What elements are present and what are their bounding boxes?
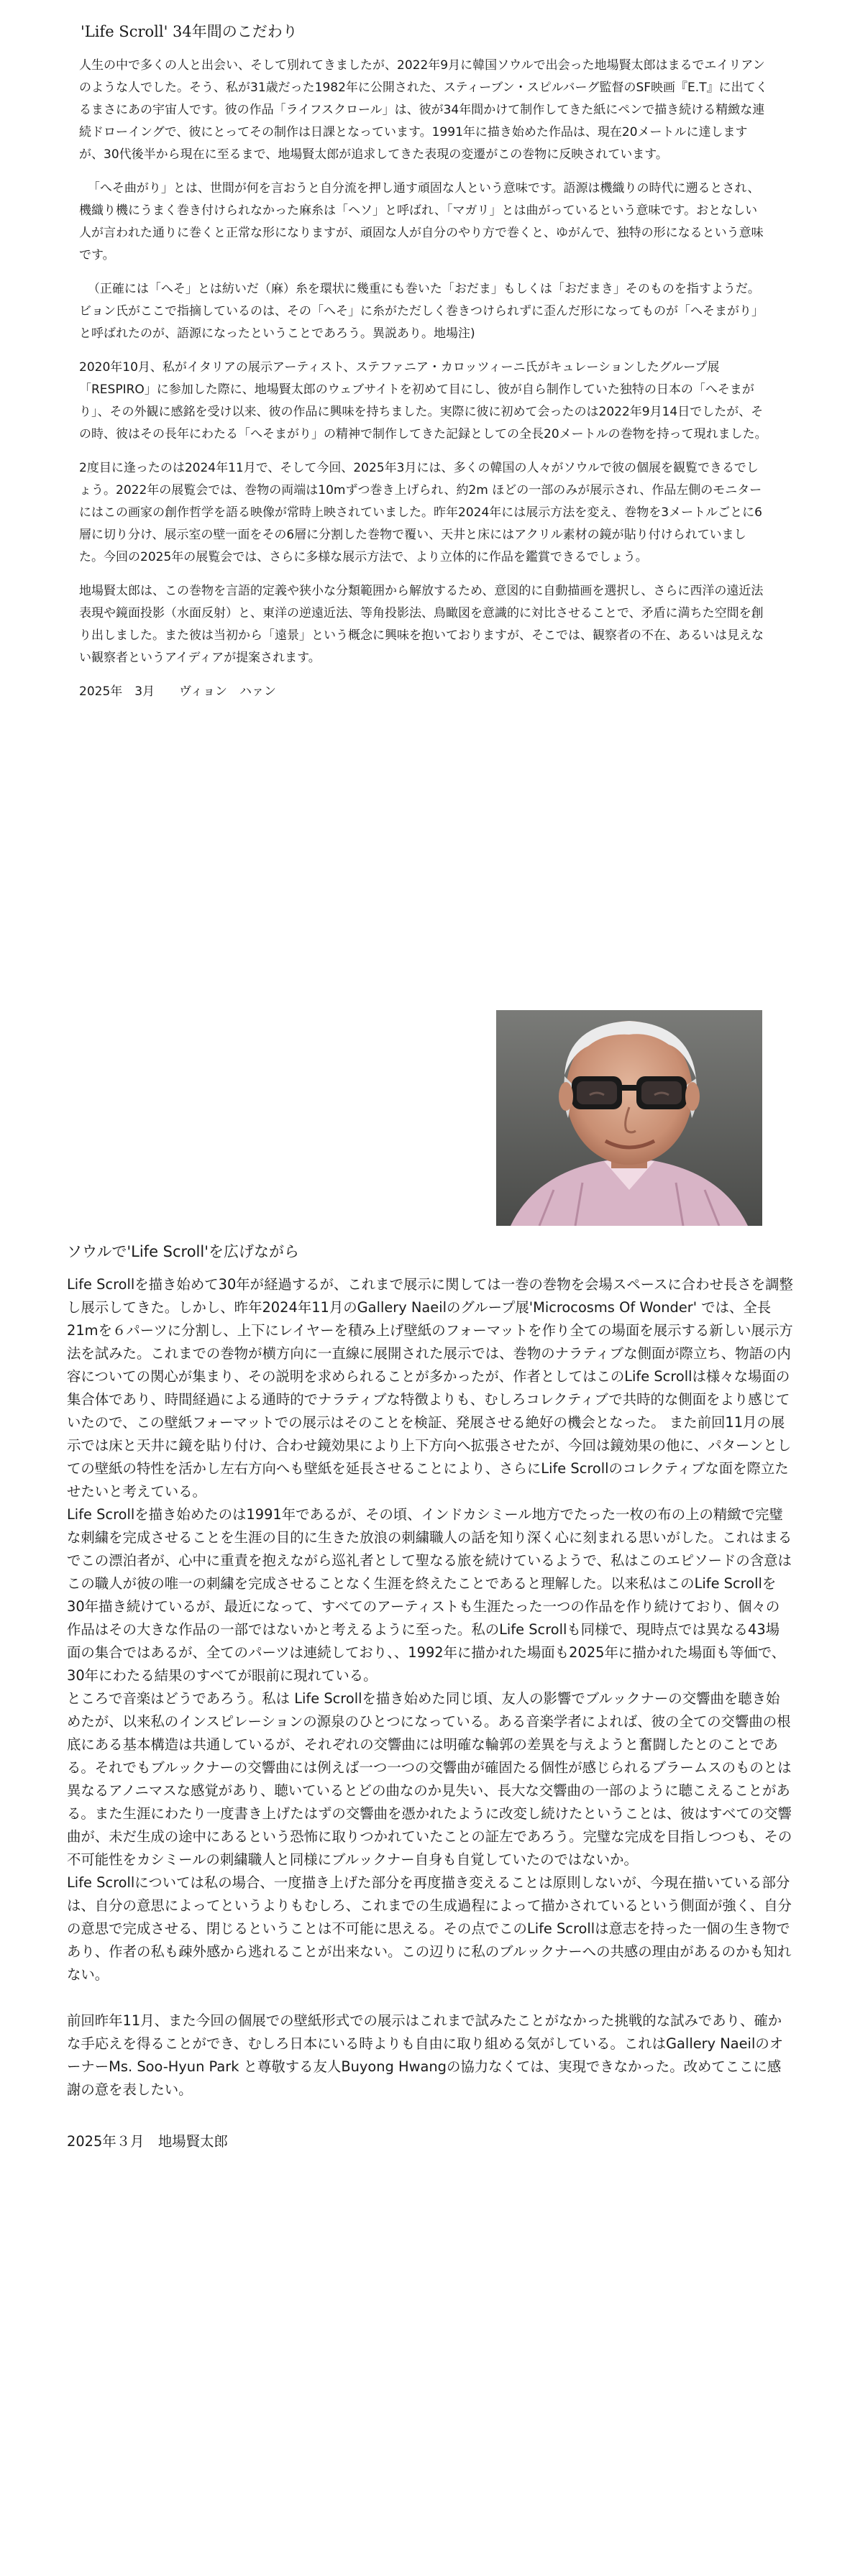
section-1-paragraph: 人生の中で多くの人と出会い、そして別れてきましたが、2022年9月に韓国ソウルで出会った地場賢太郎はまるでエイリアンのような人でした。そう、私が31歳だった1982年に公開された、スティーブン・スピルバーグ監督のSF映画『E.T』に出てくるまさにあの宇宙人です。彼の作品「ライフスクロール」は、彼が34年間かけて制作してきた紙にペンで描き続ける精緻な連続ドローイングで、彼にとってその制作は日課となっています。1991年に描き始めた作品は、現在20メートルに達しますが、30代後半から現在に至るまで、地場賢太郎が追求してきた表現の変遷がこの巻物に反映されています。 — [79, 58, 768, 162]
section-2-paragraph: Life Scrollを描き始めたのは1991年であるが、その頃、インドカシミール地方でたった一枚の布の上の精緻で完璧な刺繍を完成させることを生涯の目的に生きた放浪の刺繍職人の話を知り深く心に刻まれる思いがした。これはまるでこの漂泊者が、心中に重責を抱えながら巡礼者として聖なる旅を続けているようで、私はこのエピソードの含意はこの職人が彼の唯一の刺繍を完成させることなく生涯を終えたことであると理解した。以来私はこのLife Scrollを30年描き続けているが、最近になって、すべてのアーティストも生涯たった一つの作品を作り続けており、個々の作品はその大きな作品の一部ではないかと考えるように至った。私のLife Scrollも同様で、現時点では異なる43場面の集合ではあるが、全てのパーツは連続しており、、1992年に描かれた場面も2025年に描かれた場面も等価で、30年にわたる結果のすべてが眼前に現れている。 — [67, 1506, 792, 1684]
section-1-title: 'Life Scroll' 34年間のこだわり — [81, 23, 298, 40]
section-1-paragraph: （正確には「へそ」とは紡いだ（麻）糸を環状に幾重にも巻いた「おだま」もしくは「おだまき」そのものを指すようだ。ビョン氏がここで指摘しているのは、その「へそ」に糸がただしく巻きつけられずに歪んだ形になってものが「へそまがり」と呼ばれたのが、語源になったということであろう。異説あり。地場注) — [79, 282, 764, 341]
section-2-paragraph: Life Scrollを描き始めて30年が経過するが、これまで展示に関しては一巻の巻物を会場スペースに合わせ長さを調整し展示してきた。しかし、昨年2024年11月のGallery Naeilのグループ展'Microcosms Of Wonder' では、全長21mを６パーツに分割し、上下にレイヤーを積み上げ壁紙のフォーマットを作り全ての場面を展示する新しい展示方法を試みた。これまでの巻物が横方向に一直線に展開された展示では、巻物のナラティブな側面が際立ち、物語の内容についての関心が集まり、その説明を求められることが多かったが、作者としてはこのLife Scrollは様々な場面の集合体であり、時間経過による通時的でナラティブな特徴よりも、むしろコレクティブで共時的な側面をより感じていたので、この壁紙フォーマットでの展示はそのことを検証、発展させる絶好の機会となった。 また前回11月の展示では床と天井に鏡を貼り付け、合わせ鏡効果により上下方向へ拡張させたが、今回は鏡効果の他に、パターンとしての壁紙の特性を活かし左右方向へも壁紙を延長させることにより、さらにLife Scrollのコレクティブな面を際立たせたいと考えている。 — [67, 1276, 793, 1500]
section-2-paragraph: ところで音楽はどうであろう。私は Life Scrollを描き始めた同じ頃、友人の影響でブルックナーの交響曲を聴き始めたが、以来私のインスピレーションの源泉のひとつになっている。ある音楽学者によれば、彼の全ての交響曲の根底にある基本構造は共通しているが、それぞれの交響曲には明確な輪郭の差異を与えようと奮闘したとのことである。それでもブルックナーの交響曲には例えば一つ一つの交響曲が確固たる個性が感じられるブラームスのものとは異なるアノニマスな感覚があり、聴いているとどの曲なのか見失い、長大な交響曲の一部のように聴こえることがある。また生涯にわたり一度書き上げたはずの交響曲を憑かれたように改変し続けたということは、彼はすべての交響曲が、未だ生成の途中にあるという恐怖に取りつかれていたことの証左であろう。完璧な完成を目指しつつも、その不可能性をカシミールの刺繍職人と同様にブルックナー自身も自覚していたのではないか。 — [67, 1690, 792, 1868]
section-1-paragraph: 2度目に逢ったのは2024年11月で、そして今回、2025年3月には、多くの韓国の人々がソウルで彼の個展を観覧できるでしょう。2022年の展覧会では、巻物の両端は10mずつ巻き上げられ、約2m ほどの一部のみが展示され、作品左側のモニターにはこの画家の創作哲学を語る映像が常時上映されていました。昨年2024年には展示方法を変え、巻物を3メートルごとに6層に切り分け、展示室の壁一面をその6層に分割した巻物で覆い、天井と床にはアクリル素材の鏡が貼り付けられていました。今回の2025年の展覧会では、さらに多様な展示方法で、より立体的に作品を鑑賞できるでしょう。 — [79, 461, 762, 564]
section-1-paragraph: 2020年10月、私がイタリアの展示アーティスト、ステファニア・カロッツィーニ氏がキュレーションしたグループ展「RESPIRO」に参加した際に、地場賢太郎のウェブサイトを初めて目にし、彼が自ら制作していた独特の日本の「へそまがり」、その外観に感銘を受け以来、彼の作品に興味を持ちました。実際に彼に初めて会ったのは2022年9月14日でしたが、その時、彼はその長年にわたる「へそまがり」の精神で制作してきた記録としての全長20メートルの巻物を持って現れました。 — [79, 360, 767, 441]
essay-section-2 — [67, 1240, 793, 2153]
section-2-paragraph: 前回昨年11月、また今回の個展での壁紙形式での展示はこれまで試みたことがなかった挑戦的な試みであり、確かな手応えを得ることができ、むしろ日本にいる時よりも自由に取り組める気がしている。これはGallery NaeilのオーナーMs. Soo-Hyun Park と尊敬する友人Buyong Hwangの協力なくては、実現できなかった。改めてここに感謝の意を表したい。 — [67, 2012, 784, 2098]
spacer — [67, 1986, 793, 2009]
section-1-paragraph: 地場賢太郎は、この巻物を言語的定義や狭小な分類範囲から解放するため、意図的に自動描画を選択し、さらに西洋の遠近法表現や鏡面投影（水面反射）と、東洋の逆遠近法、等角投影法、鳥瞰図を意識的に対比させることで、矛盾に満ちた空間を創り出しました。また彼は当初から「遠景」という概念に興味を抱いておりますが、そこでは、観察者の不在、あるいは見えない観察者というアイディアが提案されます。 — [79, 584, 764, 665]
spacer — [67, 2101, 793, 2127]
portrait-photo — [496, 1010, 762, 1226]
section-2-paragraph: Life Scrollについては私の場合、一度描き上げた部分を再度描き変えることは原則しないが、今現在描いている部分は、自分の意思によってというよりもむしろ、これまでの生成過程によって描かされているという側面が強く、自分の意思で完成させる、閉じるということは不可能に思える。その点でこのLife Scrollは意志を持った一個の生き物であり、作者の私も疎外感から逃れることが出来ない。この辺りに私のブルックナーへの共感の理由があるのかも知れない。 — [67, 1874, 792, 1983]
essay-section-1 — [79, 13, 769, 715]
section-2-signoff: 2025年３月 地場賢太郎 — [67, 2133, 228, 2150]
section-2-title: ソウルで'Life Scroll'を広げながら — [67, 1243, 300, 1260]
section-1-paragraph: 「へそ曲がり」とは、世間が何を言おうと自分流を押し通す頑固な人という意味です。語源は機織りの時代に遡るとされ、機織り機にうまく巻き付けられなかった麻糸は「ヘソ」と呼ばれ、「マガリ」とは曲がっているという意味です。おとなしい人が言われた通りに巻くと正常な形になりますが、頑固な人が自分のやり方で巻くと、ゆがんで、独特の形になるという意味です。 — [79, 181, 764, 262]
section-1-signoff: 2025年 3月 ヴィョン ハァン — [79, 684, 277, 699]
portrait-illustration — [496, 1010, 762, 1226]
